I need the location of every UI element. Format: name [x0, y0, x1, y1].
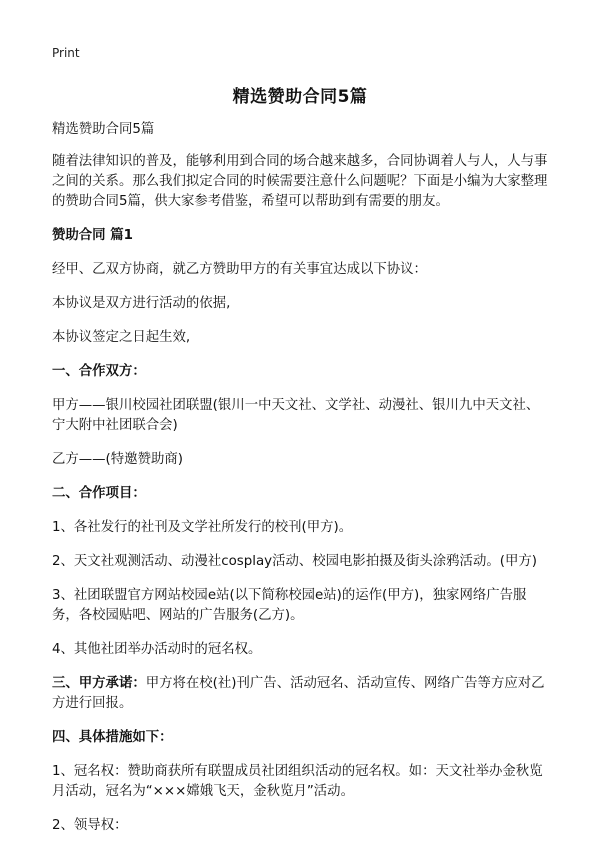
- section-heading: 一、合作双方：: [52, 364, 146, 379]
- section-heading: 四、具体措施如下：: [52, 730, 173, 745]
- list-item: 2、天文社观测活动、动漫社cosplay活动、校园电影拍摄及街头涂鸦活动。(甲方): [52, 554, 537, 569]
- paragraph: 本协议是双方进行活动的依据,: [52, 296, 231, 311]
- intro-paragraph: 随着法律知识的普及，能够利用到合同的场合越来越多，合同协调着人与人，人与事之间的关系。那么我们拟定合同的时候需要注意什么问题呢？下面是小编为大家整理的赞助合同5篇，供大家参考借鉴，希望可以帮助到有需要的朋友。: [52, 154, 548, 209]
- promise-heading: 三、甲方承诺：: [52, 676, 146, 691]
- promise-text: 甲方将在校(社)刊广告、活动冠名、活动宣传、网络广告等方应对乙方进行回报。: [52, 676, 545, 711]
- list-item: 1、各社发行的社刊及文学社所发行的校刊(甲方)。: [52, 520, 353, 535]
- list-item: 3、社团联盟官方网站校园e站(以下简称校园e站)的运作(甲方)，独家网络广告服务，各校园贴吧、网站的广告服务(乙方)。: [52, 588, 527, 623]
- section-heading: 赞助合同 篇1: [52, 228, 133, 243]
- document-body: [52, 120, 552, 850]
- document-subtitle: 精选赞助合同5篇: [52, 122, 155, 137]
- promise-paragraph: [52, 674, 552, 714]
- paragraph: 甲方——银川校园社团联盟(银川一中天文社、文学社、动漫社、银川九中天文社、宁大附中社团联合会): [52, 398, 540, 433]
- paragraph: 本协议签定之日起生效,: [52, 330, 191, 345]
- list-item: 4、其他社团举办活动时的冠名权。: [52, 642, 262, 657]
- paragraph: 乙方——(特邀赞助商): [52, 452, 183, 467]
- list-item: 2、领导权：: [52, 818, 128, 833]
- list-item: 1、冠名权：赞助商获所有联盟成员社团组织活动的冠名权。如：天文社举办金秋览月活动，冠名为“×××嫦娥飞天，金秋览月”活动。: [52, 764, 543, 799]
- section-heading: 二、合作项目：: [52, 486, 146, 501]
- print-link[interactable]: Print: [52, 46, 80, 60]
- page-title: 精选赞助合同5篇: [232, 87, 368, 107]
- paragraph: 经甲、乙双方协商，就乙方赞助甲方的有关事宜达成以下协议：: [52, 262, 427, 277]
